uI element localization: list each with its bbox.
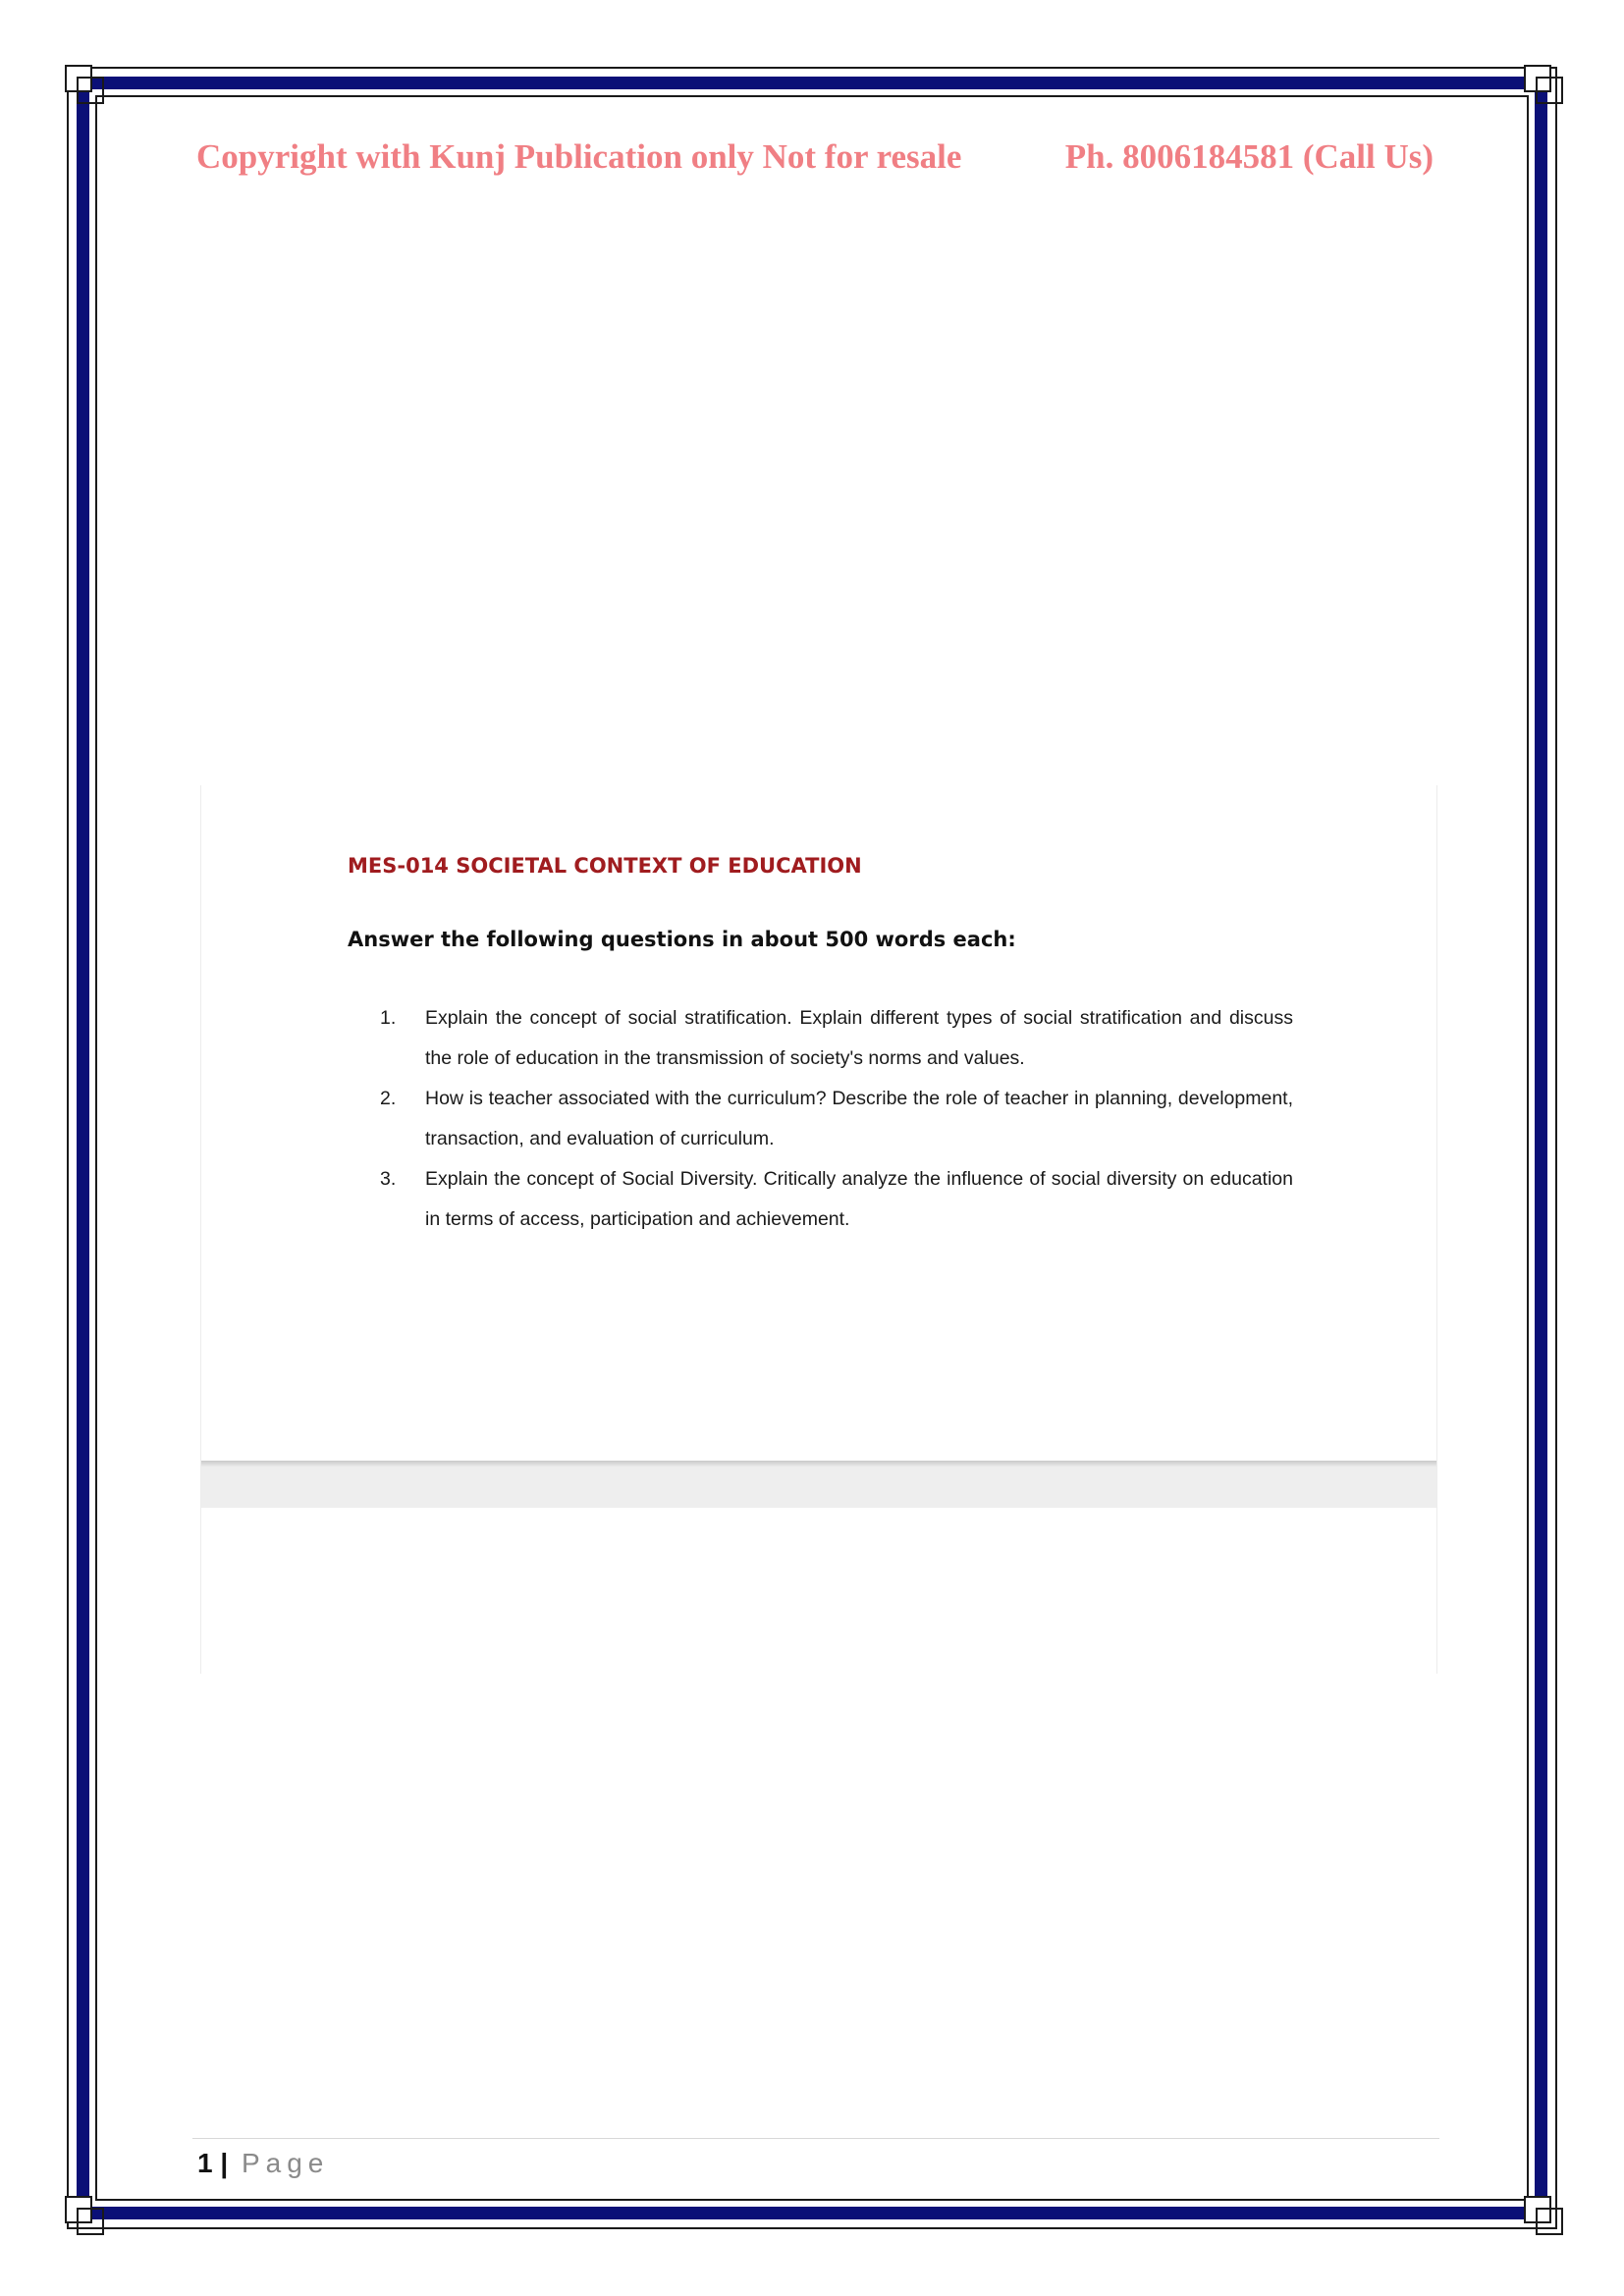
copyright-text: Copyright with Kunj Publication only Not for resale [196, 137, 962, 176]
page-label: Page [241, 2148, 330, 2178]
question-number: 2. [380, 1088, 397, 1109]
question-text: How is teacher associated with the curriculum? Describe the role of teacher in planning, development, transaction, and evaluation of curriculum. [425, 1088, 1293, 1149]
page-footer [197, 2148, 329, 2179]
question-number: 3. [380, 1168, 397, 1190]
paper-instruction: Answer the following questions in about 500 words each: [348, 928, 1016, 951]
question-list [380, 998, 1293, 1240]
copyright-header [196, 137, 1434, 177]
footer-separator: | [220, 2148, 229, 2178]
phone-text: Ph. 8006184581 (Call Us) [1064, 137, 1434, 176]
border-corner-bottom-left [65, 2196, 102, 2233]
border-corner-top-left [65, 65, 102, 102]
screenshot-gap [201, 1467, 1436, 1508]
footer-divider [192, 2138, 1439, 2139]
question-item [380, 1159, 1293, 1240]
border-corner-top-right [1524, 65, 1561, 102]
question-number: 1. [380, 1007, 397, 1029]
question-paper-screenshot [200, 785, 1437, 1674]
page-number: 1 [197, 2148, 213, 2178]
paper-title: MES-014 SOCIETAL CONTEXT OF EDUCATION [348, 854, 862, 878]
border-corner-bottom-right [1524, 2196, 1561, 2233]
question-text: Explain the concept of Social Diversity. Critically analyze the influence of social diversity on education in terms of access, participation and achievement. [425, 1168, 1293, 1230]
question-item [380, 998, 1293, 1079]
question-text: Explain the concept of social stratification. Explain different types of social stratification and discuss the role of education in the transmission of society's norms and values. [425, 1007, 1293, 1069]
question-item [380, 1079, 1293, 1159]
question-paper-content [201, 785, 1436, 1463]
